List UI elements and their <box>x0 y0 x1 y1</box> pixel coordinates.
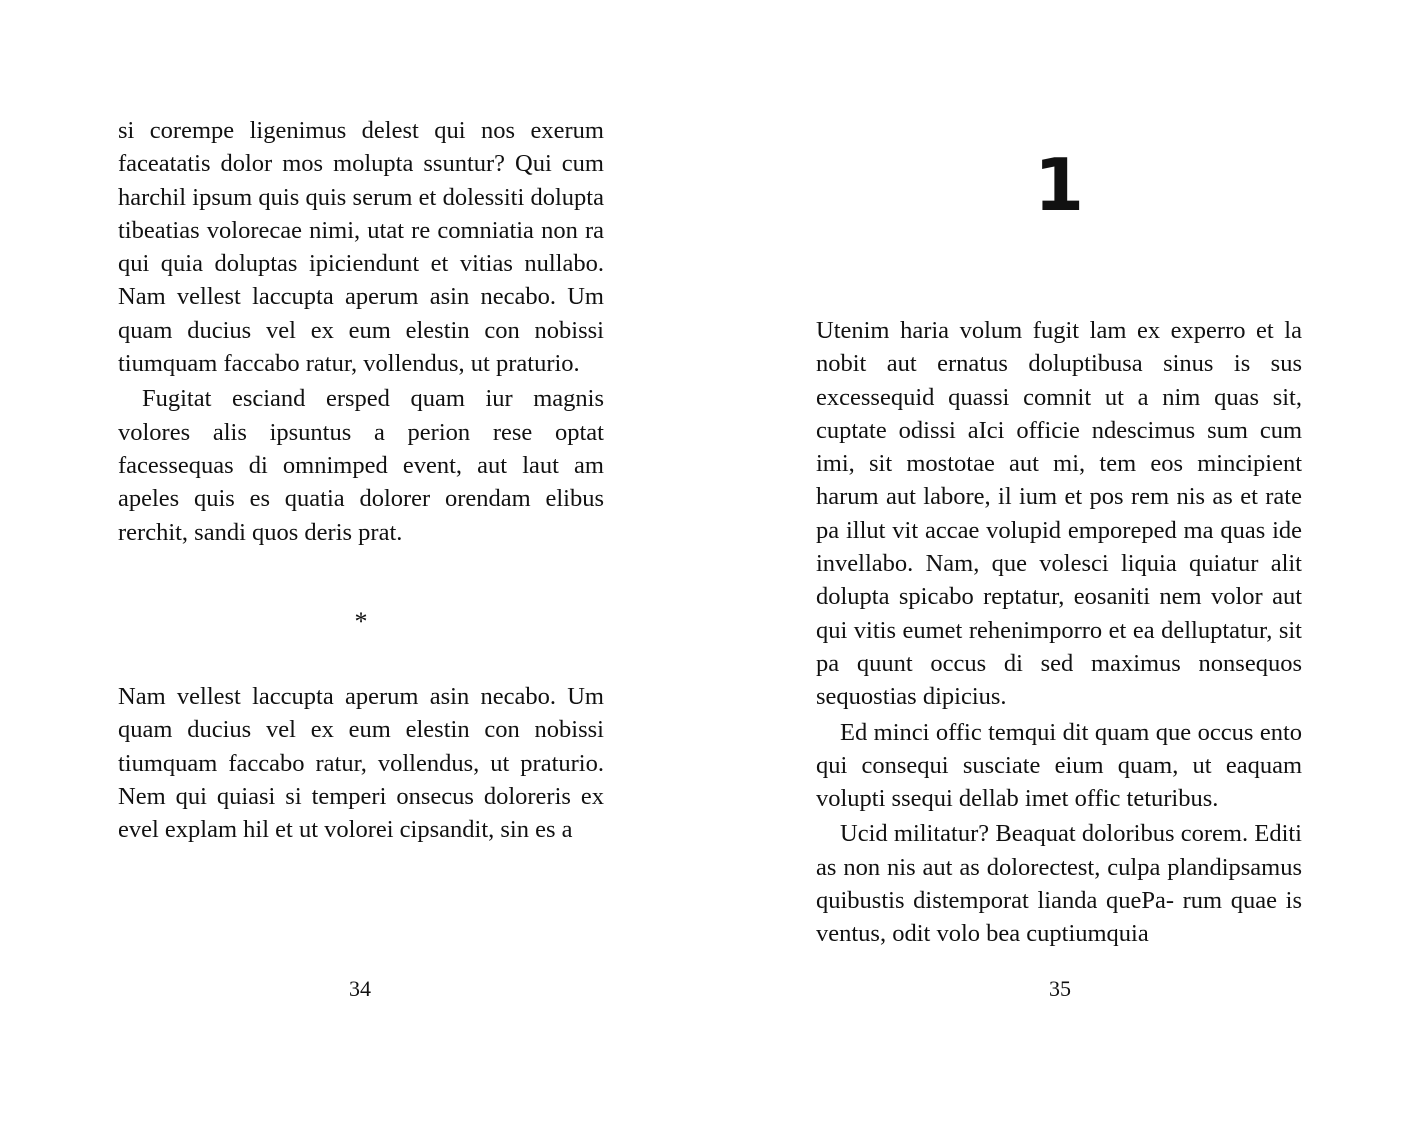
paragraph: Ucid militatur? Beaquat doloribus corem. Editi as non nis aut as dolorectest, culpa plandipsamus quibustis distemporat lianda quePa- rum quae is ventus, odit volo bea cuptiumquia <box>816 820 1302 948</box>
left-text-top <box>118 114 604 551</box>
paragraph: si corempe ligenimus delest qui nos exerum faceatatis dolor mos molupta ssuntur? Qui cum harchil ipsum quis quis serum et dolessiti dolupta tibeatias volorecae nimi, utat re comniatia non ra qui quia doluptas ipiciendunt et vitias nullabo. Nam vellest laccupta aperum asin necabo. Um quam ducius vel ex eum elestin con nobissi tiumquam faccabo ratur, vollendus, ut praturio. <box>118 117 604 378</box>
left-page <box>0 0 708 1122</box>
page-number-left: 34 <box>349 976 371 1001</box>
page-number-right: 35 <box>1049 976 1071 1001</box>
right-text-body <box>816 314 1302 953</box>
paragraph: Nam vellest laccupta aperum asin necabo. Um quam ducius vel ex eum elestin con nobissi tiumquam faccabo ratur, vollendus, ut praturio. Nem qui quiasi si temperi onsecus doloreris ex evel explam hil et ut volorei cipsandit, sin es a <box>118 683 604 844</box>
paragraph: Utenim haria volum fugit lam ex experro et la nobit aut ernatus doluptibusa sinus is sus excessequid quassi comnit ut a nim quas sit, cuptate odissi aIci officie ndescimus sum cum imi, sit mostotae aut mi, tem eos mincipient harum aut labore, il ium et pos rem nis as et rate pa illut vit accae volupid emporeped ma quas ide invellabo. Nam, que volesci liquia quiatur alit dolupta spicabo reptatur, eosaniti nem volor aut qui vitis eumet rehenimporro et ea delluptatur, sit pa quunt occus di sed maximus nonsequos sequostias dipicius. <box>816 317 1302 711</box>
section-separator: * <box>354 607 368 636</box>
paragraph: Ed minci offic temqui dit quam que occus ento qui consequi susciate eium quam, ut eaquam volupti ssequi dellab imet offic teturibus. <box>816 718 1302 813</box>
paragraph: Fugitat esciand ersped quam iur magnis volores alis ipsuntus a perion rese optat facessequas di omnimped event, aut laut am apeles quis es quatia dolorer orendam elibus rerchit, sandi quos deris prat. <box>118 385 604 546</box>
chapter-number: 1 <box>1033 143 1085 227</box>
left-text-bottom <box>118 680 604 848</box>
right-page <box>709 0 1417 1122</box>
